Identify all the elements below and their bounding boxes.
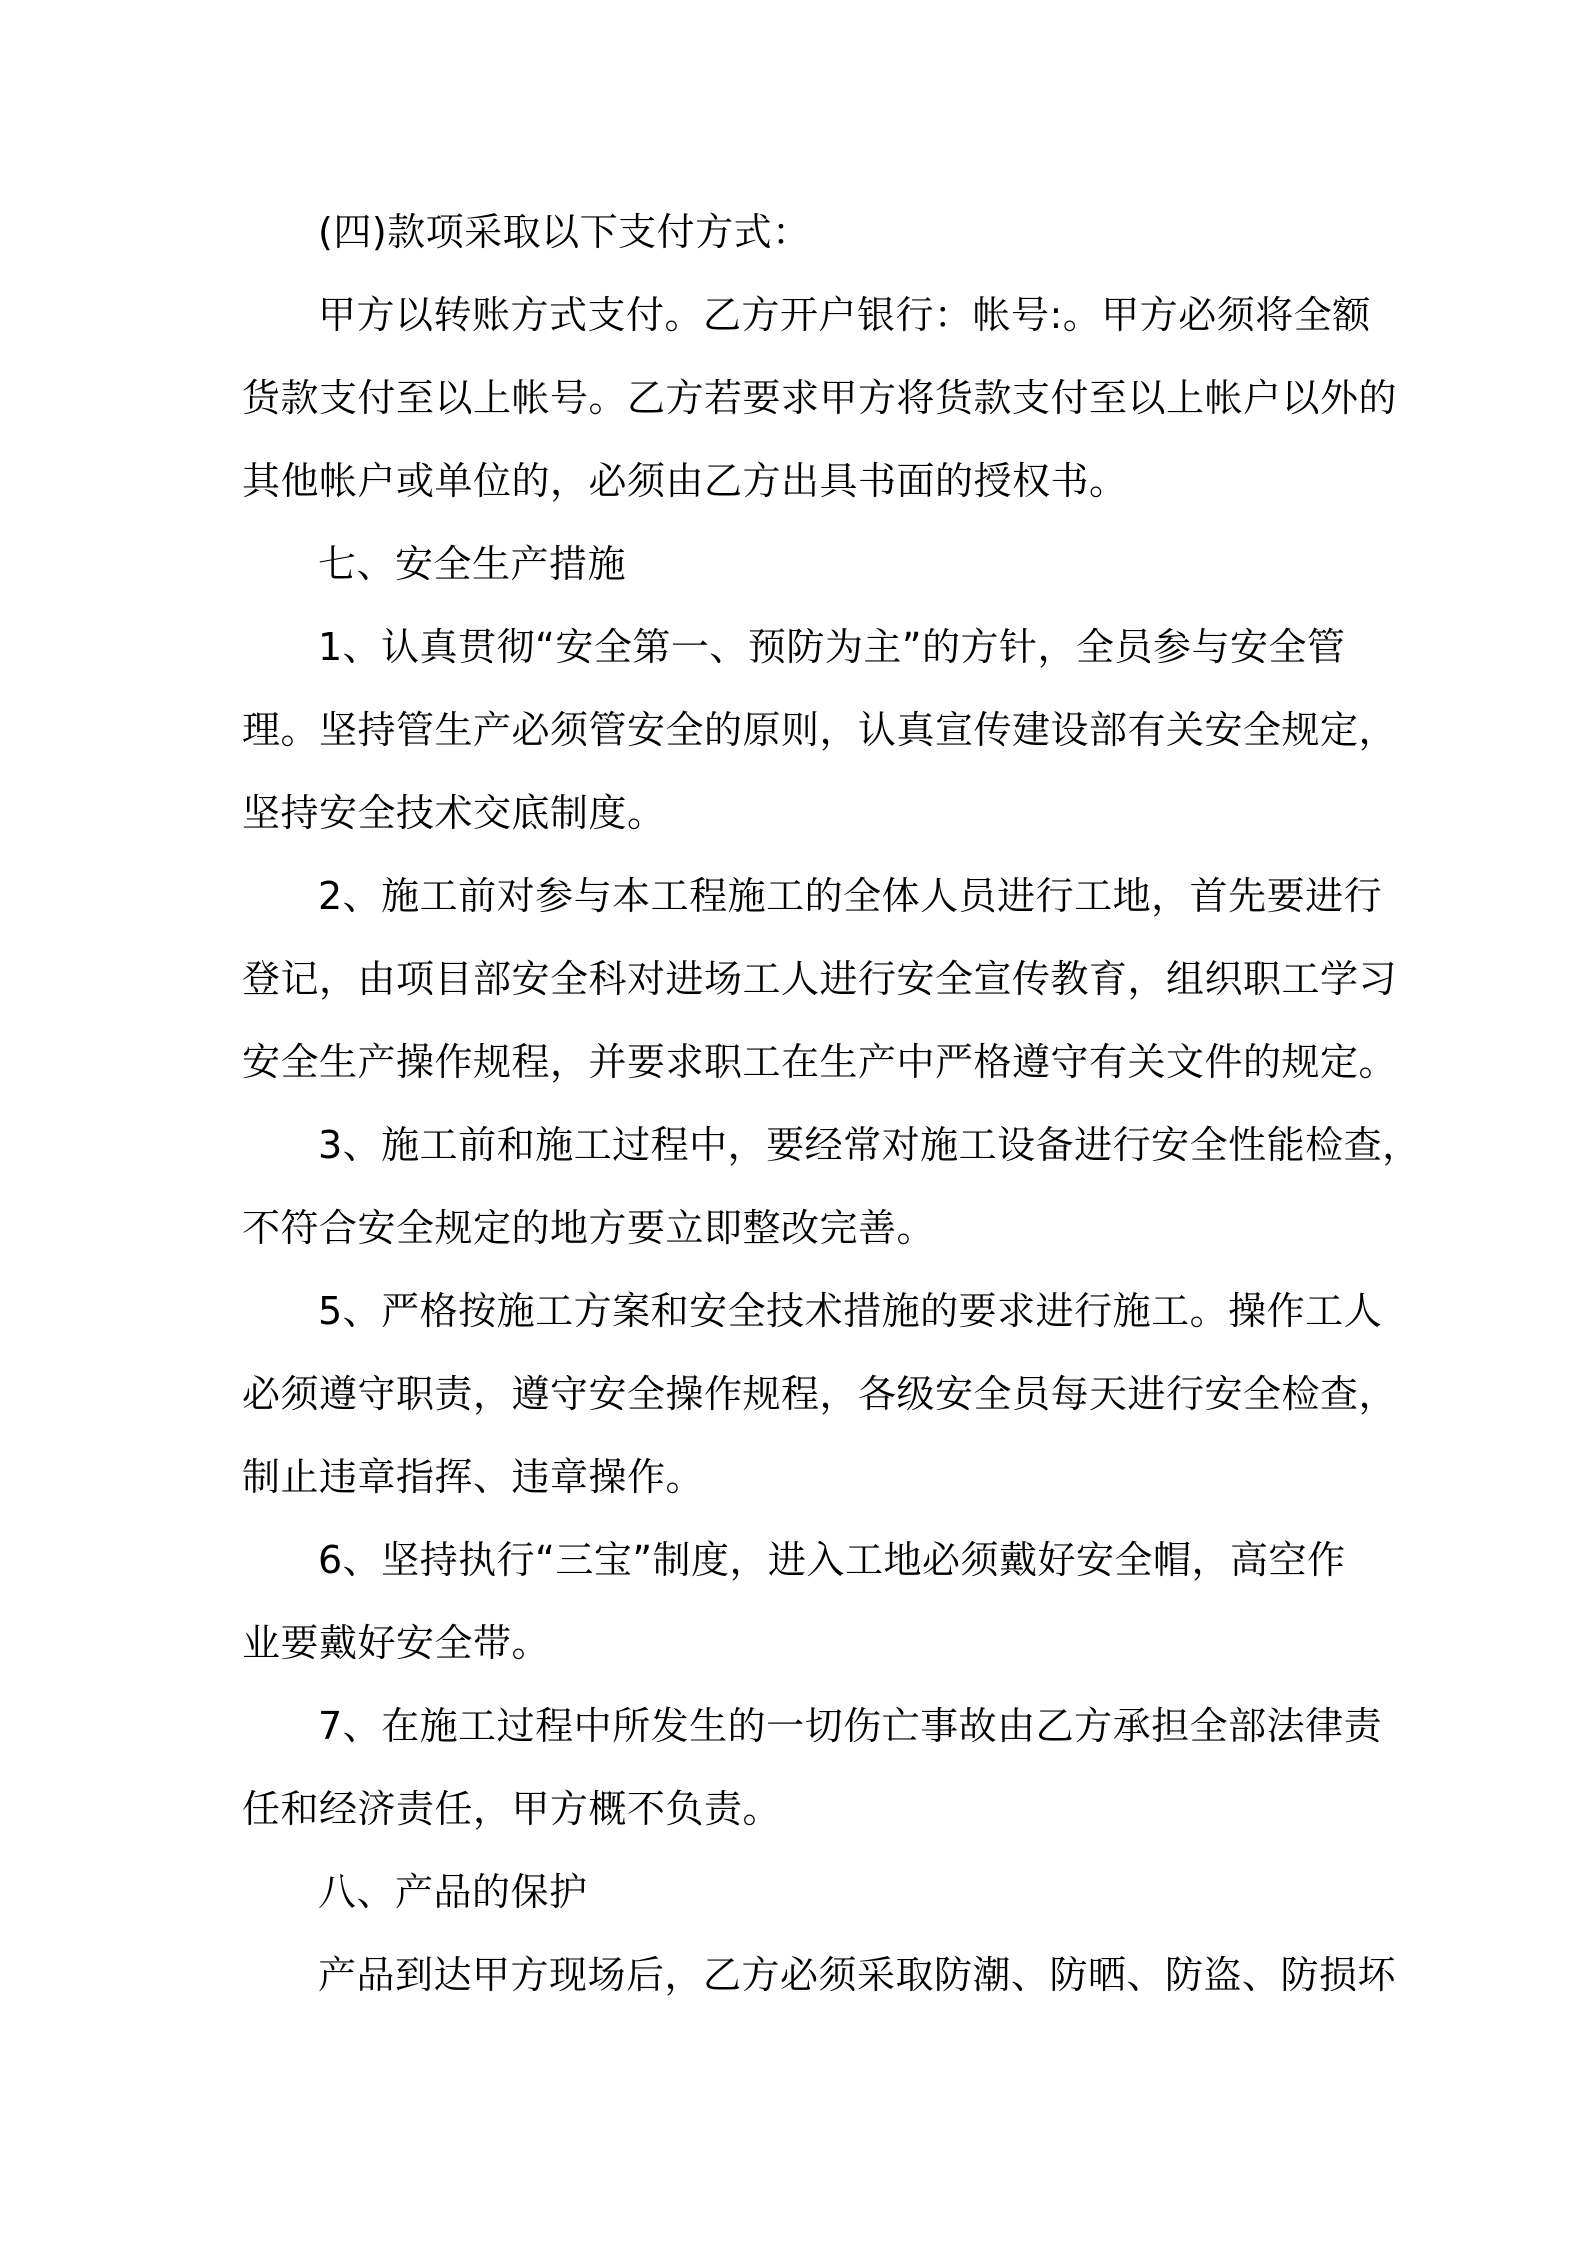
paragraph-line: 制止违章指挥、违章操作。 <box>242 1455 705 1499</box>
paragraph-line: 1、认真贯彻“安全第一、预防为主”的方针，全员参与安全管 <box>318 625 1346 669</box>
paragraph-line: 业要戴好安全带。 <box>242 1621 551 1665</box>
section-heading-product-protection: 八、产品的保护 <box>318 1870 588 1914</box>
section-heading-safety: 七、安全生产措施 <box>318 542 627 586</box>
paragraph-line: 3、施工前和施工过程中，要经常对施工设备进行安全性能检查， <box>318 1123 1421 1167</box>
paragraph-line: 其他帐户或单位的，必须由乙方出具书面的授权书。 <box>242 459 1128 503</box>
paragraph-line: 产品到达甲方现场后，乙方必须采取防潮、防晒、防盗、防损坏 <box>318 1953 1397 1997</box>
paragraph-line: 理。坚持管生产必须管安全的原则，认真宣传建设部有关安全规定， <box>242 708 1398 752</box>
paragraph-line: 坚持安全技术交底制度。 <box>242 791 666 835</box>
paragraph-line: 不符合安全规定的地方要立即整改完善。 <box>242 1206 936 1250</box>
paragraph-line: 7、在施工过程中所发生的一切伤亡事故由乙方承担全部法律责 <box>318 1704 1383 1748</box>
paragraph-line: 任和经济责任，甲方概不负责。 <box>242 1787 782 1831</box>
paragraph-line: 甲方以转账方式支付。乙方开户银行：帐号:。甲方必须将全额 <box>318 293 1371 337</box>
paragraph-line: 5、严格按施工方案和安全技术措施的要求进行施工。操作工人 <box>318 1289 1383 1333</box>
payment-method-heading: (四)款项采取以下支付方式： <box>318 210 811 254</box>
paragraph-line: 2、施工前对参与本工程施工的全体人员进行工地，首先要进行 <box>318 874 1383 918</box>
paragraph-line: 必须遵守职责，遵守安全操作规程，各级安全员每天进行安全检查， <box>242 1372 1398 1416</box>
paragraph-line: 安全生产操作规程，并要求职工在生产中严格遵守有关文件的规定。 <box>242 1040 1398 1084</box>
paragraph-line: 登记，由项目部安全科对进场工人进行安全宣传教育，组织职工学习 <box>242 957 1398 1001</box>
paragraph-line: 6、坚持执行“三宝”制度，进入工地必须戴好安全帽，高空作 <box>318 1538 1346 1582</box>
paragraph-line: 货款支付至以上帐号。乙方若要求甲方将货款支付至以上帐户以外的 <box>242 376 1398 420</box>
